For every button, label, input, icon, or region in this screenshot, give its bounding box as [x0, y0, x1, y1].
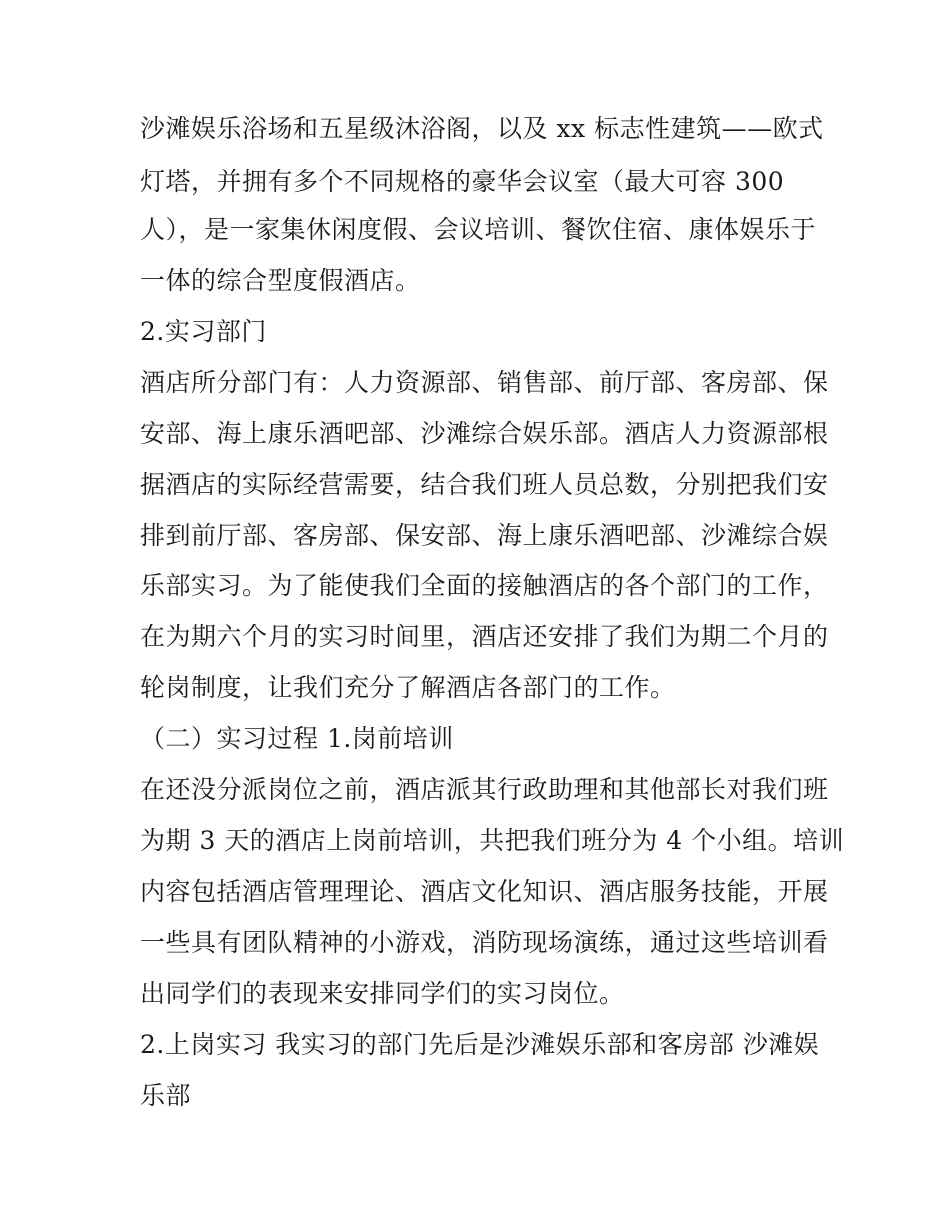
- text-line: 内容包括酒店管理理论、酒店文化知识、酒店服务技能，开展: [140, 877, 829, 906]
- text-line: 酒店所分部门有：人力资源部、销售部、前厅部、客房部、保: [140, 368, 829, 397]
- text-line: 灯塔，并拥有多个不同规格的豪华会议室（最大可容 300: [140, 167, 785, 196]
- text-line: 在为期六个月的实习时间里，酒店还安排了我们为期二个月的: [140, 622, 829, 651]
- text-line: 一体的综合型度假酒店。: [140, 266, 421, 295]
- text-line: 沙滩娱乐浴场和五星级沐浴阁，以及 xx 标志性建筑——欧式: [140, 114, 824, 143]
- text-line: 排到前厅部、客房部、保安部、海上康乐酒吧部、沙滩综合娱: [140, 521, 829, 550]
- section-heading: （二）实习过程 1.岗前培训: [140, 724, 454, 753]
- text-line: 2.上岗实习 我实习的部门先后是沙滩娱乐部和客房部 沙滩娱: [140, 1030, 820, 1059]
- text-line: 一些具有团队精神的小游戏，消防现场演练，通过这些培训看: [140, 928, 829, 957]
- text-line: 人），是一家集休闲度假、会议培训、餐饮住宿、康体娱乐于: [140, 215, 817, 244]
- text-line: 出同学们的表现来安排同学们的实习岗位。: [140, 979, 625, 1008]
- text-line: 乐部实习。为了能使我们全面的接触酒店的各个部门的工作，: [140, 571, 829, 600]
- text-line: 在还没分派岗位之前，酒店派其行政助理和其他部长对我们班: [140, 775, 829, 804]
- section-heading: 2.实习部门: [140, 317, 267, 346]
- text-line: 据酒店的实际经营需要，结合我们班人员总数，分别把我们安: [140, 470, 829, 499]
- text-line: 乐部: [140, 1081, 192, 1110]
- text-line: 轮岗制度，让我们充分了解酒店各部门的工作。: [140, 673, 676, 702]
- text-line: 为期 3 天的酒店上岗前培训，共把我们班分为 4 个小组。培训: [140, 826, 845, 855]
- text-line: 安部、海上康乐酒吧部、沙滩综合娱乐部。酒店人力资源部根: [140, 419, 829, 448]
